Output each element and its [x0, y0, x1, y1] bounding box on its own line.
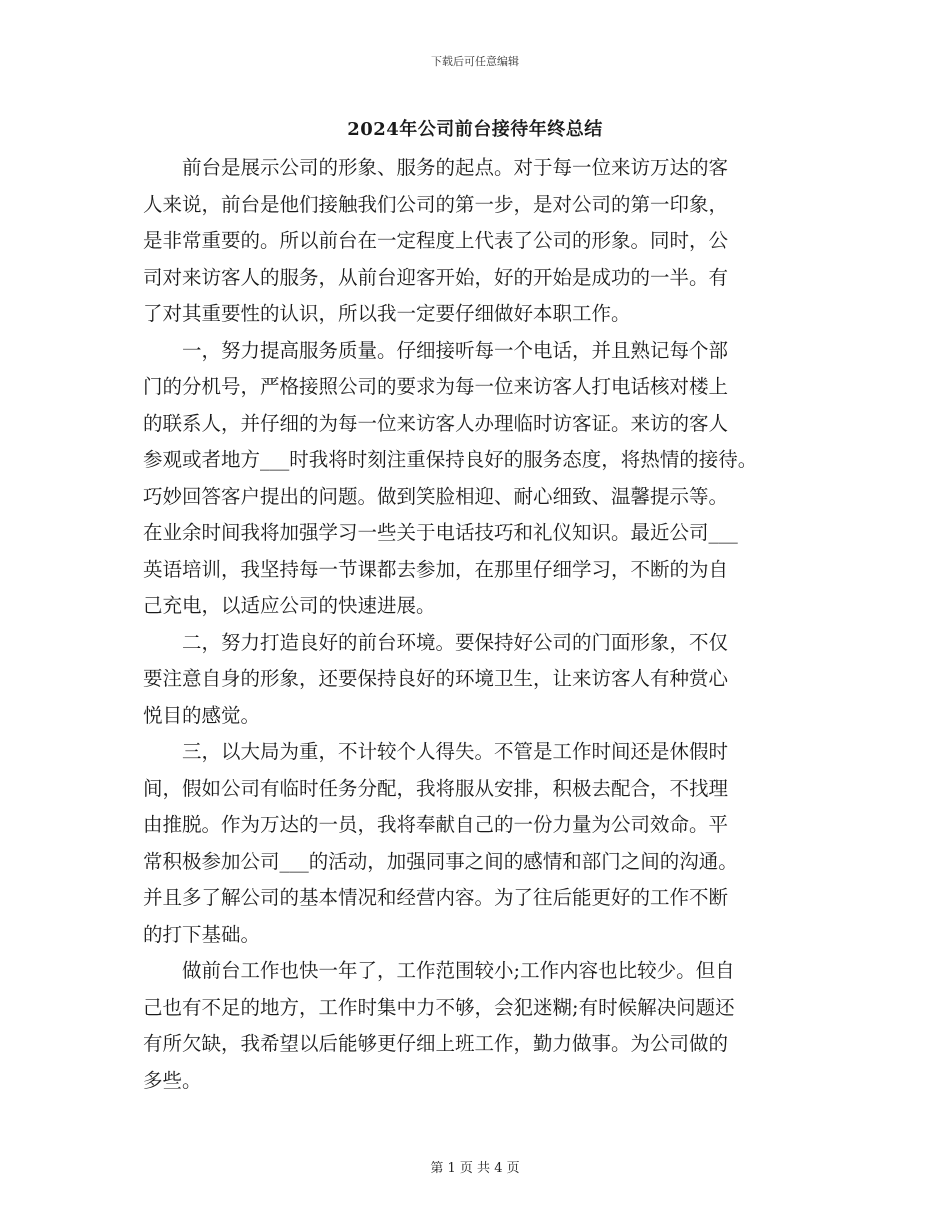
text-line: 有所欠缺，我希望以后能够更仔细上班工作，勤力做事。为公司做的	[143, 1032, 729, 1055]
text-line: 参观或者地方___时我将时刻注重保持良好的服务态度，将热情的接待。	[143, 448, 758, 471]
text-line: 并且多了解公司的基本情况和经营内容。为了往后能更好的工作不断	[143, 886, 729, 909]
text-line: 三，以大局为重，不计较个人得失。不管是工作时间还是休假时	[143, 740, 729, 763]
text-line: 做前台工作也快一年了，工作范围较小;工作内容也比较少。但自	[143, 959, 735, 982]
text-line: 要注意自身的形象，还要保持良好的环境卫生，让来访客人有种赏心	[143, 667, 729, 690]
document-body	[143, 150, 810, 1099]
text-line: 由推脱。作为万达的一员，我将奉献自己的一份力量为公司效命。平	[143, 813, 729, 836]
text-line: 英语培训，我坚持每一节课都去参加，在那里仔细学习，不断的为自	[143, 557, 729, 581]
text-line: 间，假如公司有临时任务分配，我将服从安排，积极去配合，不找理	[143, 776, 729, 800]
text-line: 人来说，前台是他们接触我们公司的第一步，是对公司的第一印象，	[143, 192, 729, 216]
text-line: 二，努力打造良好的前台环境。要保持好公司的门面形象，不仅	[143, 630, 729, 654]
text-line: 是非常重要的。所以前台在一定程度上代表了公司的形象。同时，公	[143, 229, 729, 252]
text-line: 一，努力提高服务质量。仔细接听每一个电话，并且熟记每个部	[143, 338, 729, 362]
document-title: 2024年公司前台接待年终总结	[347, 119, 603, 140]
text-line: 常积极参加公司___的活动，加强同事之间的感情和部门之间的沟通。	[143, 849, 738, 873]
text-line: 多些。	[143, 1068, 202, 1092]
text-line: 的联系人，并仔细的为每一位来访客人办理临时访客证。来访的客人	[143, 411, 729, 435]
page-footer: 第 1 页 共 4 页	[430, 1161, 520, 1176]
text-line: 的打下基础。	[143, 922, 261, 946]
text-line: 了对其重要性的认识，所以我一定要仔细做好本职工作。	[143, 302, 631, 325]
text-line: 门的分机号，严格接照公司的要求为每一位来访客人打电话核对楼上	[143, 375, 729, 398]
text-line: 前台是展示公司的形象、服务的起点。对于每一位来访万达的客	[143, 156, 729, 179]
text-line: 司对来访客人的服务，从前台迎客开始，好的开始是成功的一半。有	[143, 265, 729, 289]
text-line: 己也有不足的地方，工作时集中力不够，会犯迷糊;有时候解决问题还	[143, 995, 735, 1019]
text-line: 己充电，以适应公司的快速进展。	[143, 594, 436, 617]
header-note: 下载后可任意编辑	[431, 55, 519, 68]
text-line: 巧妙回答客户提出的问题。做到笑脸相迎、耐心细致、温馨提示等。	[143, 484, 729, 508]
text-line: 悦目的感觉。	[143, 703, 261, 727]
text-line: 在业余时间我将加强学习一些关于电话技巧和礼仪知识。最近公司___	[143, 521, 738, 544]
